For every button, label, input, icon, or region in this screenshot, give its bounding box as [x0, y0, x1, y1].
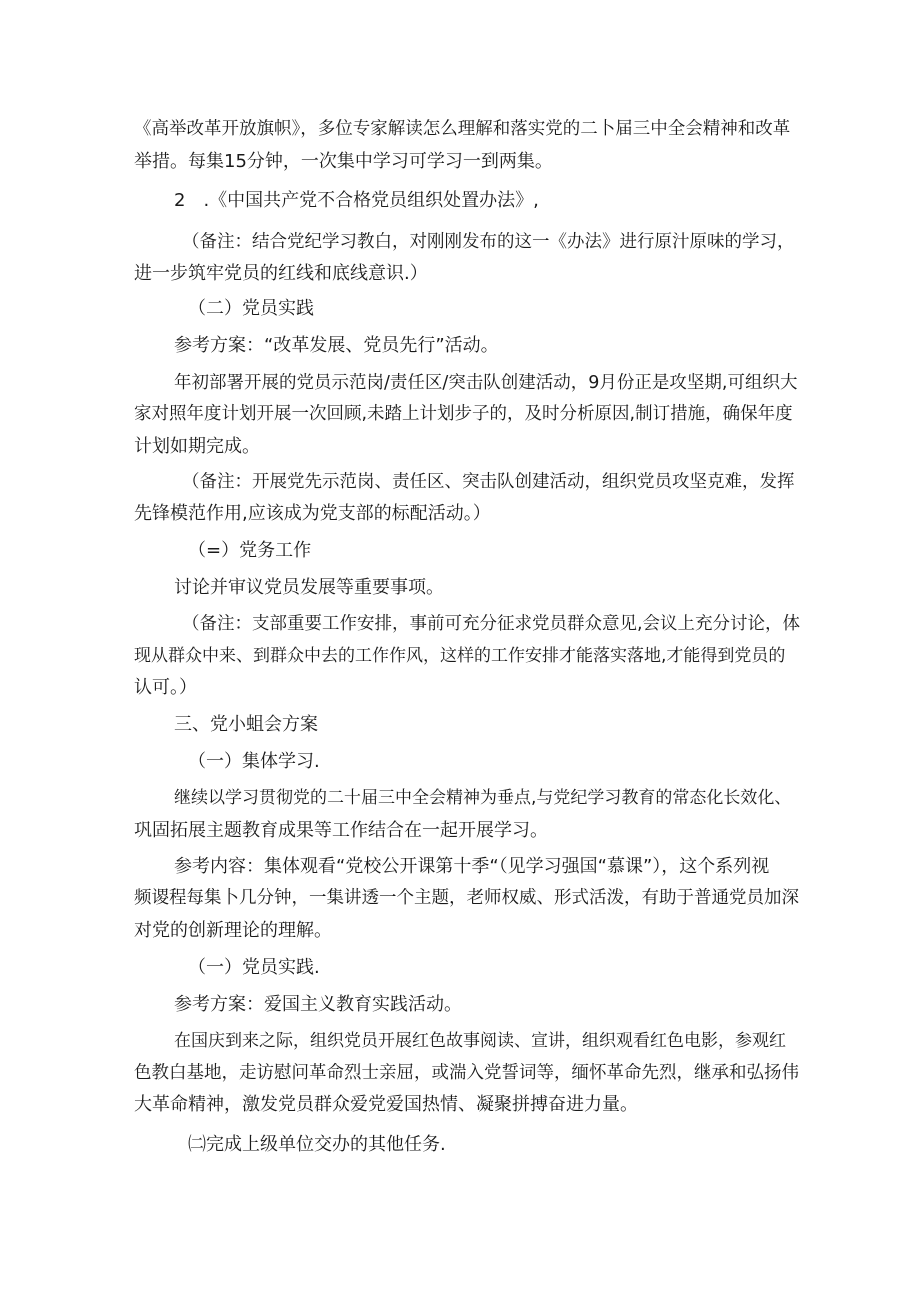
body-text-line: 计划如期完成。 — [134, 436, 260, 457]
body-text-line: 家对照年度计划开展一次回顾,未踏上计划步子的，及时分析原因,制订措施，确保年度 — [134, 404, 793, 424]
section-heading: ㈡完成上级单位交办的其他任务. — [188, 1134, 446, 1155]
body-text-line: 参考方案：爱国主义教育实践活动。 — [174, 994, 462, 1015]
numbered-item: 2 .《中国共产党不合格党员组织处置办法》, — [174, 190, 539, 211]
body-text-line: 参考方案：“改革发展、党员先行”活动。 — [174, 335, 499, 356]
body-text-line: 继续以学习贯彻党的二十届三中全会精神为垂点,与党纪学习教育的常态化长效化、 — [174, 788, 792, 808]
section-heading: （二）党员实践 — [188, 298, 314, 319]
remark-line: （备注：支部重要工作安排，事前可充分征求党员群众意见,会议上充分讨论，体 — [182, 614, 801, 634]
body-text-line: 在国庆到来之际，组织党员开展红色故事阅读、宣讲，组织观看红色电影，参观红 — [174, 1031, 786, 1051]
remark-line: 先锋模范作用,应该成为党支部的标配活动。） — [134, 503, 491, 524]
body-text-line: 频谡程每集卜几分钟，一集讲透一个主题，老师权威、形式活泼，有助于普通党员加深 — [134, 888, 799, 908]
remark-line: （备注：开展党先示范岗、责任区、突击队创建活动，组织党员攻坚克难，发挥 — [182, 472, 795, 492]
section-heading: （一）集体学习. — [188, 751, 320, 772]
section-heading: （=）党务工作 — [188, 540, 312, 561]
remark-line: （备注：结合党纪学习教白，对刚刚发布的这一《办法》进行原汁原味的学习， — [182, 232, 795, 252]
remark-line: 现从群众中来、到群众中去的工作作风，这样的工作安排才能落实落地,才能得到党员的 — [134, 646, 786, 666]
body-text-line: 举措。每集15分钟，一次集中学习可学习一到两集。 — [134, 151, 553, 172]
remark-line: 认可。） — [134, 677, 197, 698]
body-text-line: 对党的创新理论的理解。 — [134, 920, 332, 941]
body-text-line: 讨论并审议党员发展等重要事项。 — [174, 577, 444, 598]
body-text-line: 巩固拓展主题教育成果等工作结合在一起开展学习。 — [134, 820, 548, 841]
section-heading: （一）党员实践. — [188, 957, 320, 978]
body-text-line: 大革命精神，激发党员群众爱党爱国热情、凝聚拼搏奋进力量。 — [134, 1094, 638, 1115]
body-text-line: 色教白基地，走访慰问革命烈士亲屈，或湍入党誓词等，缅怀革命先烈，继承和弘扬伟 — [134, 1063, 799, 1083]
chapter-heading: 三、党小蛆会方案 — [174, 714, 318, 735]
remark-line: 进一步筑牢党员的红线和底线意识.） — [134, 263, 428, 284]
body-text-line: 参考内容：集体观看“党校公开课第十季“（见学习强国“慕课”），这个系列视 — [174, 856, 770, 877]
body-text-line: 《高举改革开放旗帜》，多位专家解读怎么理解和落实党的二卜届三中全会精神和改革 — [134, 119, 791, 139]
body-text-line: 年初部署开展的党员示范岗/责任区/突击队创建活动，9月份正是攻坚期,可组织大 — [174, 373, 798, 393]
